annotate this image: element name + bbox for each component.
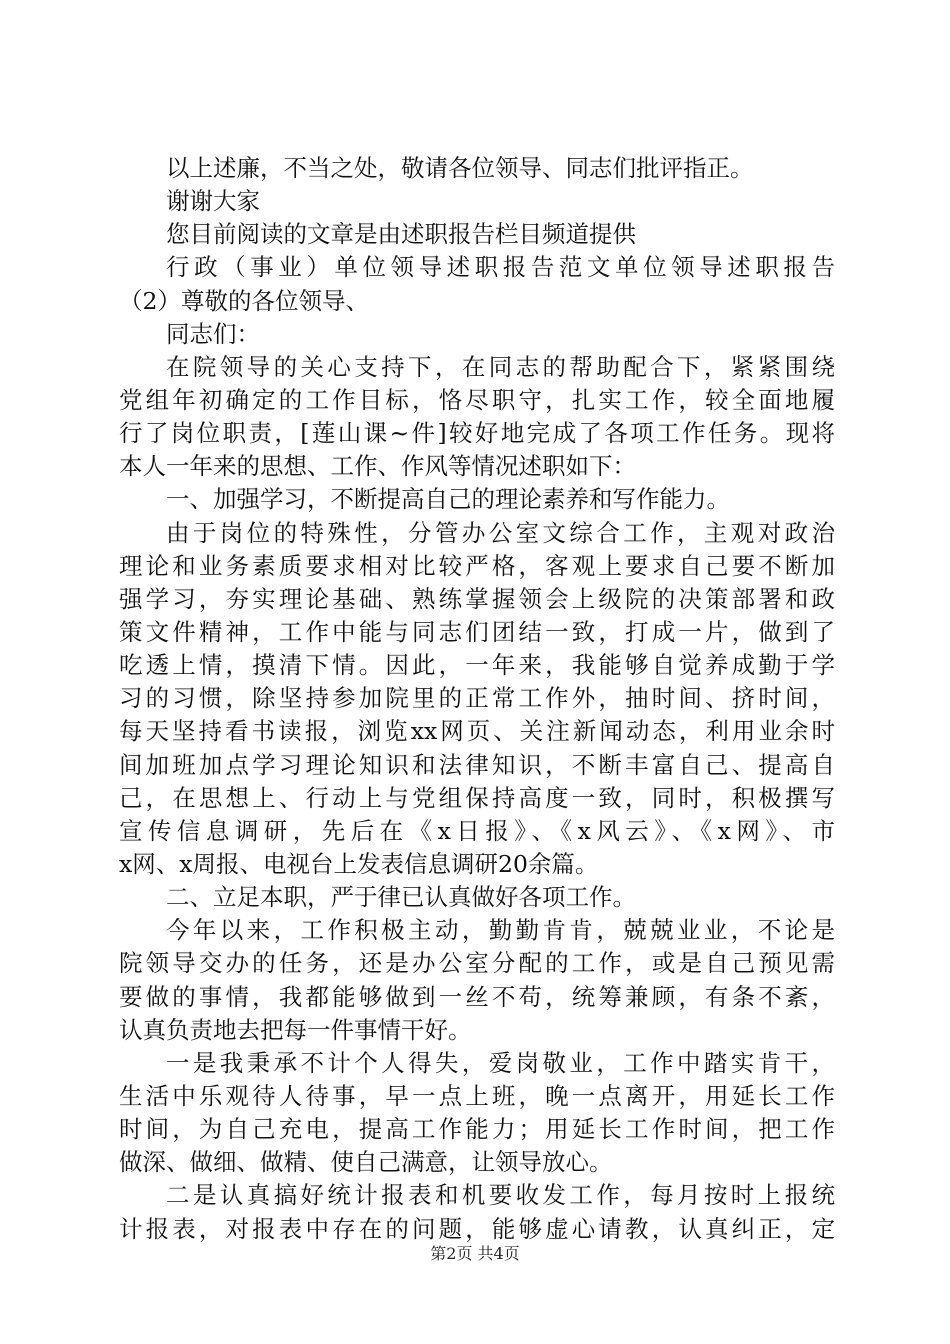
text-line: 二、立足本职，严于律已认真做好各项工作。: [166, 883, 636, 912]
text-line: 己，在思想上、行动上与党组保持高度一致，同时，积极撰写: [119, 783, 835, 812]
text-line: 以上述廉，不当之处，敬请各位领导、同志们批评指正。: [166, 154, 754, 182]
text-line: 一、加强学习，不断提高自己的理论素养和写作能力。: [166, 485, 730, 514]
text-line: 您目前阅读的文章是由述职报告栏目频道提供: [166, 220, 636, 249]
text-line: 认真负责地去把每一件事情干好。: [119, 1015, 472, 1044]
text-line: 本人一年来的思想、工作、作风等情况述职如下：: [119, 452, 636, 481]
text-line: 今年以来，工作积极主动，勤勤肯肯，兢兢业业，不论是: [166, 916, 835, 945]
page-footer: 第2页 共4页: [430, 1244, 520, 1263]
text-line: 同志们：: [166, 319, 260, 348]
text-line: 宣传信息调研，先后在《x日报》、《x风云》、《x网》、市: [119, 816, 835, 845]
text-line: 理论和业务素质要求相对比较严格，客观上要求自己要不断加: [119, 551, 835, 580]
text-line: （2）尊敬的各位领导、: [119, 286, 369, 315]
text-line: 习的习惯，除坚持参加院里的正常工作外，抽时间、挤时间，: [119, 684, 835, 713]
text-line: 策文件精神，工作中能与同志们团结一致，打成一片，做到了: [119, 617, 835, 646]
text-line: 由于岗位的特殊性，分管办公室文综合工作，主观对政治: [166, 518, 835, 547]
text-line: 吃透上情，摸清下情。因此，一年来，我能够自觉养成勤于学: [119, 651, 835, 680]
text-line: 院领导交办的任务，还是办公室分配的工作，或是自己预见需: [119, 949, 835, 978]
text-line: 时间，为自己充电，提高工作能力；用延长工作时间，把工作: [119, 1115, 835, 1144]
text-line: 每天坚持看书读报，浏览xx网页、关注新闻动态，利用业余时: [119, 717, 835, 746]
text-line: 行了岗位职责，[莲山课~件]较好地完成了各项工作任务。现将: [119, 419, 835, 448]
text-line: 间加班加点学习理论知识和法律知识，不断丰富自己、提高自: [119, 750, 835, 779]
text-line: 要做的事情，我都能够做到一丝不苟，统筹兼顾，有条不紊，: [119, 982, 835, 1011]
text-line: 行政（事业）单位领导述职报告范文单位领导述职报告: [166, 253, 835, 282]
text-line: 二是认真搞好统计报表和机要收发工作，每月按时上报统: [166, 1181, 835, 1210]
text-line: 强学习，夯实理论基础、熟练掌握领会上级院的决策部署和政: [119, 584, 835, 613]
text-line: 在院领导的关心支持下，在同志的帮助配合下，紧紧围绕: [166, 352, 835, 381]
text-line: 谢谢大家: [166, 187, 260, 216]
text-line: 生活中乐观待人待事，早一点上班，晚一点离开，用延长工作: [119, 1081, 835, 1110]
document-body: [119, 152, 835, 1246]
text-line: 计报表，对报表中存在的问题，能够虚心请教，认真纠正，定: [119, 1214, 835, 1243]
text-line: x网、x周报、电视台上发表信息调研20余篇。: [119, 849, 599, 878]
text-line: 党组年初确定的工作目标，恪尽职守，扎实工作，较全面地履: [119, 385, 835, 414]
text-line: 做深、做细、做精、使自己满意，让领导放心。: [119, 1148, 613, 1177]
text-line: 一是我秉承不计个人得失，爱岗敬业，工作中踏实肯干，: [166, 1048, 835, 1077]
